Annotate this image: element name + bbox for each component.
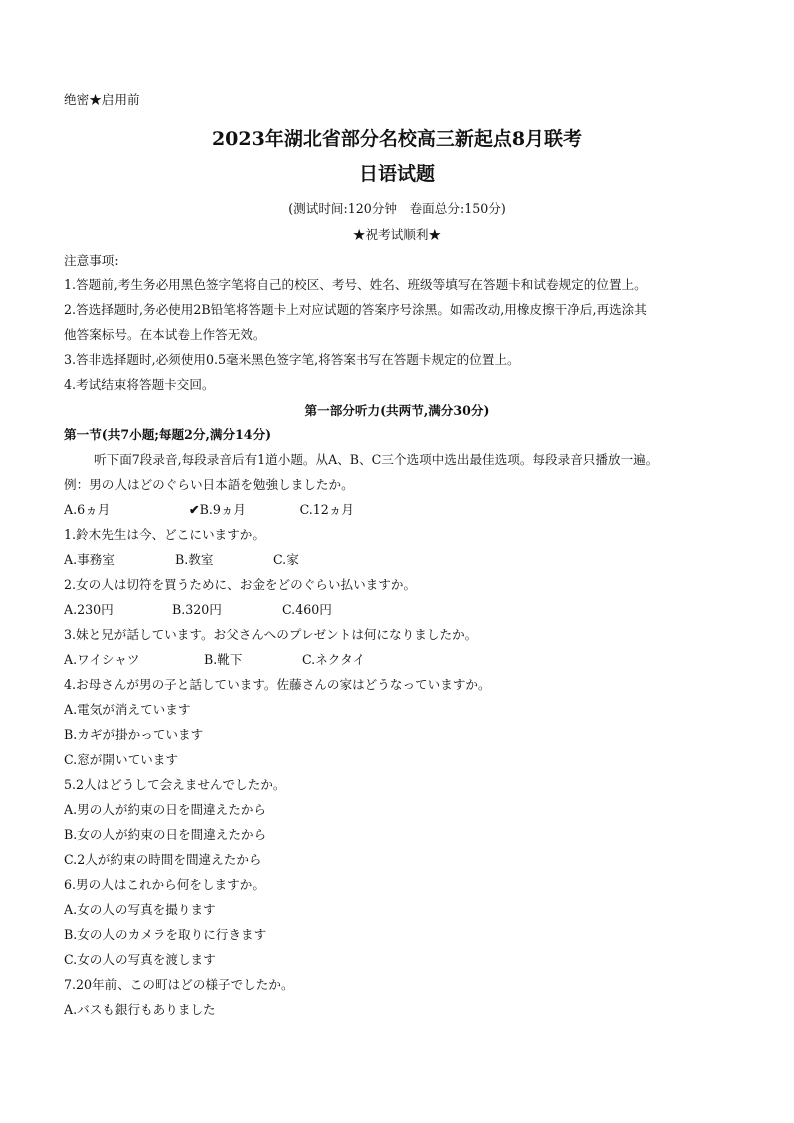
note-item-4: 4.考试结束将答题卡交回。 — [64, 377, 215, 392]
option-c: C.家 — [273, 552, 299, 567]
q5-option-b: B.女の人が約束の日を間違えたから — [64, 827, 267, 842]
q6-option-c: C.女の人の写真を渡します — [64, 952, 216, 967]
example-question: 例：男の人はどのぐらい日本語を勉強しましたか。 — [64, 477, 354, 492]
q5-option-a: A.男の人が約束の日を間違えたから — [64, 802, 267, 817]
note-item-2-line2: 他答案标号。在本试卷上作答无效。 — [64, 327, 266, 342]
note-item-3: 3.答非选择题时,必须使用0.5毫米黑色签字笔,将答案书写在答题卡规定的位置上。 — [64, 352, 520, 367]
q2-question: 2.女の人は切符を買うために、お金をどのぐらい払いますか。 — [64, 577, 417, 592]
q3-question: 3.妹と兄が話しています。お父さんへのプレゼントは何になりましたか。 — [64, 627, 478, 642]
exam-meta: (测试时间:120分钟 卷面总分:150分) — [288, 201, 506, 216]
option-a: A.ワイシャツ — [64, 652, 140, 667]
option-a: A.6ヵ月 — [64, 502, 111, 517]
exam-title: 2023年湖北省部分名校高三新起点8月联考 — [211, 128, 583, 150]
q6-option-a: A.女の人の写真を撮ります — [64, 902, 216, 917]
note-item-1: 1.答题前,考生务必用黑色签字笔将自己的校区、考号、姓名、班级等填写在答题卡和试卷规定的位置上。 — [64, 277, 647, 292]
confidential-label: 绝密★启用前 — [64, 92, 140, 107]
option-a: A.230円 — [64, 602, 114, 617]
part1-heading: 第一部分听力(共两节,满分30分) — [304, 403, 490, 418]
q4-option-b: B.カギが掛かっています — [64, 727, 204, 742]
exam-wish: ★祝考试顺利★ — [352, 227, 442, 242]
q4-question: 4.お母さんが男の子と話しています。佐藤さんの家はどうなっていますか。 — [64, 677, 491, 692]
option-a: A.事務室 — [64, 552, 115, 567]
section1-heading: 第一节(共7小题;每题2分,满分14分) — [64, 427, 272, 442]
q4-option-a: A.電気が消えています — [64, 702, 191, 717]
exam-subtitle: 日语试题 — [358, 163, 435, 185]
q7-option-a: A.バスも銀行もありました — [64, 1002, 216, 1017]
option-b: B.9ヵ月 — [199, 502, 247, 517]
option-b: B.靴下 — [204, 652, 243, 667]
q7-question: 7.20年前、この町はどの様子でしたか。 — [64, 977, 294, 992]
q6-option-b: B.女の人のカメラを取りに行きます — [64, 927, 267, 942]
option-b: B.教室 — [175, 552, 214, 567]
q3-options — [64, 652, 365, 668]
example-options — [64, 502, 354, 518]
note-item-2-line1: 2.答选择题时,务必使用2B铅笔将答题卡上对应试题的答案序号涂黑。如需改动,用橡皮擦干净后,再选涂其 — [64, 302, 647, 317]
q6-question: 6.男の人はこれから何をしますか。 — [64, 877, 265, 892]
notes-heading: 注意事项: — [64, 253, 119, 268]
section1-instruction: 听下面7段录音,每段录音后有1道小题。从A、B、C三个选项中选出最佳选项。每段录音只播放一遍。 — [94, 452, 659, 467]
check-mark-icon: ✔ — [189, 502, 200, 517]
q1-question: 1.鈴木先生は今、どこにいますか。 — [64, 527, 265, 542]
q5-question: 5.2人はどうして会えませんでしたか。 — [64, 777, 286, 792]
option-b: B.320円 — [172, 602, 222, 617]
option-c: C.ネクタイ — [302, 652, 366, 667]
q2-options — [64, 602, 332, 618]
q4-option-c: C.窓が開いています — [64, 752, 178, 767]
q5-option-c: C.2人が約束の時間を間違えたから — [64, 852, 262, 867]
option-c: C.460円 — [282, 602, 332, 617]
q1-options — [64, 552, 299, 568]
option-c: C.12ヵ月 — [299, 502, 354, 517]
